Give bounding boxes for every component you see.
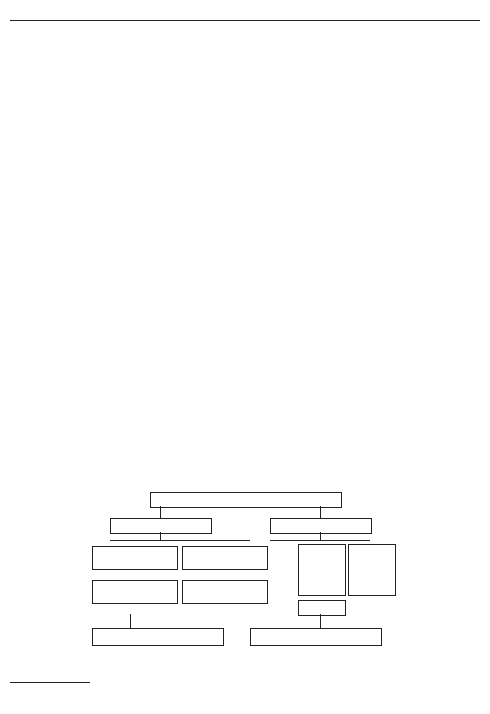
diagram-box-b1 bbox=[92, 546, 178, 570]
diagram-box-b4 bbox=[182, 580, 268, 604]
abstract bbox=[30, 166, 460, 224]
diagram-box-b3 bbox=[92, 580, 178, 604]
footnote-rule bbox=[10, 682, 90, 683]
diagram-box-b5 bbox=[298, 544, 346, 596]
diagram-connector bbox=[160, 506, 161, 518]
keywords bbox=[30, 226, 460, 240]
diagram-connector bbox=[270, 540, 370, 541]
paper-title bbox=[20, 44, 470, 104]
diagram-connector bbox=[320, 506, 321, 518]
figure-caption bbox=[40, 662, 450, 676]
diagram-box-b2 bbox=[182, 546, 268, 570]
diagram-connector bbox=[130, 614, 131, 628]
paper-title-line-2 bbox=[20, 74, 470, 104]
diagram-connector bbox=[160, 532, 161, 540]
diagram-box-bottom-right bbox=[250, 628, 382, 646]
body-right-column-end bbox=[252, 680, 480, 710]
diagram-box-b7 bbox=[298, 600, 346, 616]
affiliations bbox=[0, 144, 490, 156]
diagram-box-top bbox=[150, 492, 342, 508]
diagram-box-b6 bbox=[348, 544, 396, 596]
diagram-connector bbox=[320, 614, 321, 628]
diagram-connector bbox=[110, 540, 250, 541]
running-header bbox=[10, 6, 480, 21]
diagram-box-mid-right bbox=[270, 518, 372, 534]
body-right-column bbox=[252, 250, 480, 470]
authors bbox=[0, 122, 490, 138]
body-left-column bbox=[10, 250, 238, 470]
body-right-column-tail bbox=[252, 440, 480, 480]
diagram-box-mid-left bbox=[110, 518, 212, 534]
diagram-connector bbox=[320, 532, 321, 540]
paper-title-line-1 bbox=[20, 44, 470, 74]
footnote bbox=[10, 686, 240, 710]
diagram-box-bottom-left bbox=[92, 628, 224, 646]
